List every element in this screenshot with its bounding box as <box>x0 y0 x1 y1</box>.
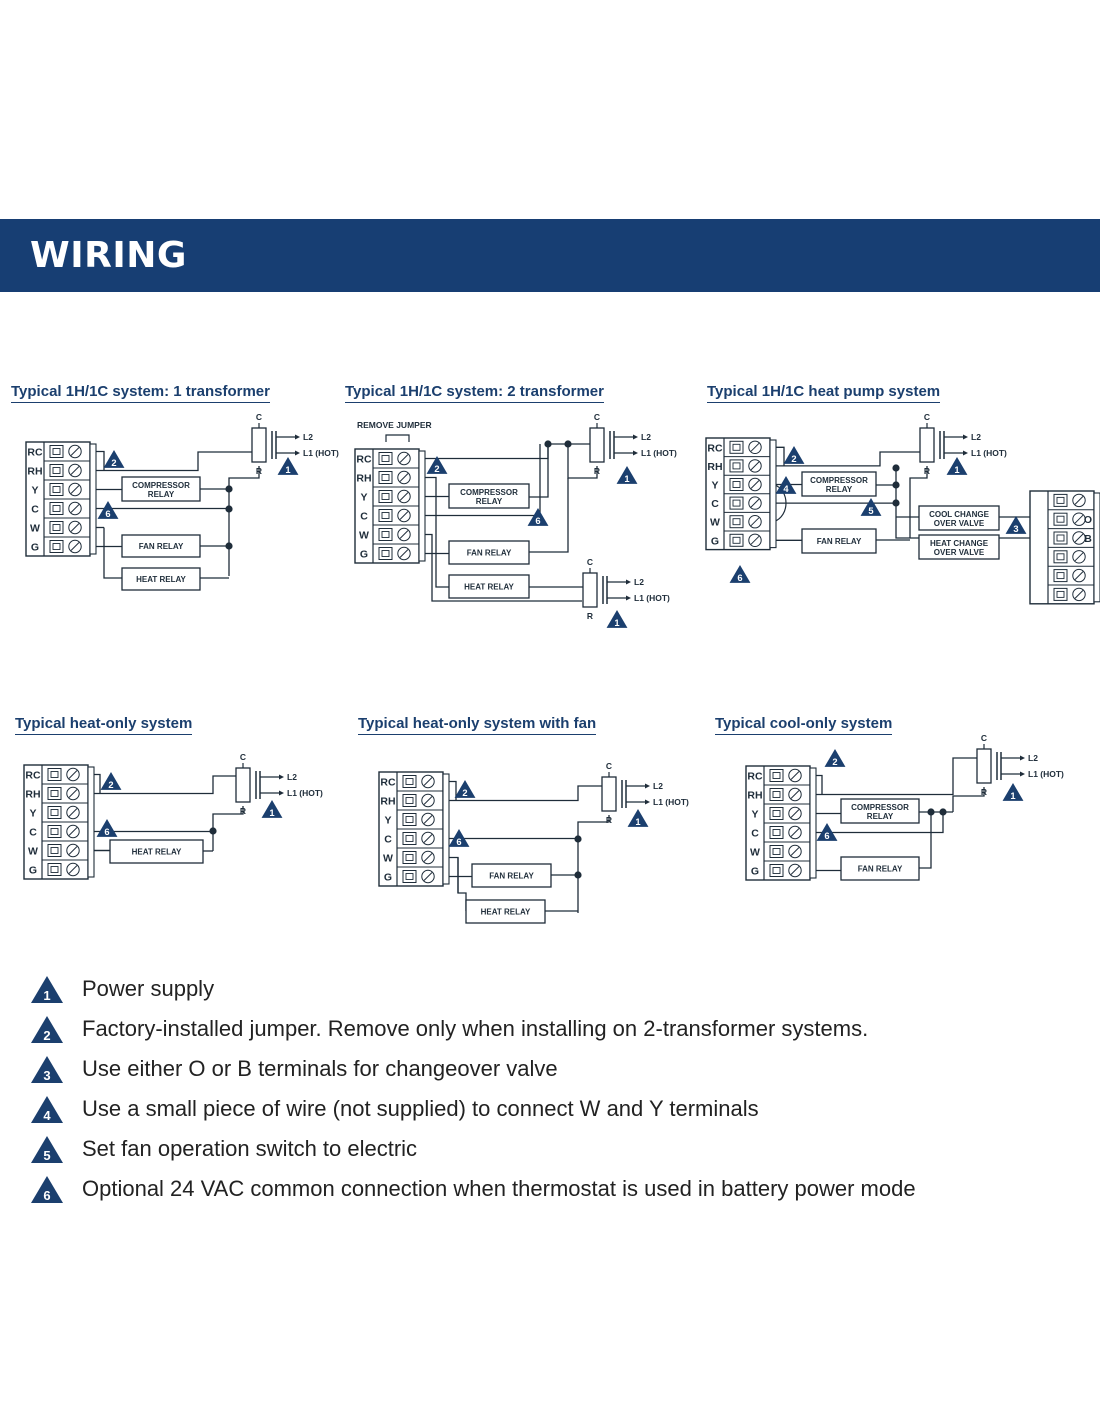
square-terminal-icon <box>770 846 783 858</box>
junction-dot <box>544 440 551 447</box>
cool-changeover-valve-label: OVER VALVE <box>933 519 985 528</box>
wire <box>529 444 548 497</box>
page-title: WIRING <box>30 235 187 276</box>
terminal-label-Y: Y <box>711 479 719 492</box>
transformer-d5 <box>602 772 650 811</box>
terminal-label-G: G <box>750 865 760 878</box>
terminal-label-C: C <box>384 833 392 846</box>
junction-dot <box>892 499 899 506</box>
compressor-relay-label: COMPRESSOR <box>810 476 868 485</box>
square-terminal-icon <box>1054 551 1067 563</box>
badge-number: 6 <box>456 836 462 847</box>
c-label: C <box>593 412 601 422</box>
r-label: R <box>586 611 594 621</box>
arrow-icon <box>1020 772 1025 777</box>
callout-badge-2 <box>784 446 805 464</box>
transformer-d6 <box>977 744 1025 783</box>
callout-badge-1 <box>278 457 299 475</box>
square-terminal-icon <box>379 510 392 522</box>
junction-dot <box>892 464 899 471</box>
l2-label: L2 <box>1028 753 1038 763</box>
callout-badge-2 <box>104 450 125 468</box>
terminal-backplate <box>443 774 449 884</box>
terminal-label-W: W <box>30 522 40 535</box>
terminal-label-RC: RC <box>25 769 41 782</box>
square-terminal-icon <box>730 516 743 528</box>
terminal-label-W: W <box>383 852 393 865</box>
wire <box>458 858 466 912</box>
jumper <box>816 776 822 795</box>
terminal-block-d2 <box>355 449 425 563</box>
c-label: C <box>980 733 988 743</box>
legend-badge-number: 6 <box>43 1188 51 1203</box>
terminal-backplate <box>90 444 96 554</box>
l1-hot-label: L1 (HOT) <box>303 448 339 458</box>
junction-dot <box>225 485 232 492</box>
l1-hot-label: L1 (HOT) <box>634 593 670 603</box>
callout-badge-1 <box>617 466 638 484</box>
legend-badge-number: 2 <box>43 1028 51 1043</box>
badge-number: 5 <box>868 505 874 516</box>
callout-badge-1 <box>1003 783 1024 801</box>
terminal-label-O: O <box>1083 514 1093 526</box>
arrow-icon <box>279 775 284 780</box>
transformer-core <box>583 573 597 607</box>
terminal-label-Y: Y <box>31 484 39 497</box>
arrow-icon <box>633 435 638 440</box>
transformer-d3 <box>920 423 968 462</box>
terminal-label-RC: RC <box>356 453 372 466</box>
square-terminal-icon <box>48 807 61 819</box>
square-terminal-icon <box>379 529 392 541</box>
terminal-label-RH: RH <box>25 788 41 801</box>
diagram-title-cool-only: Typical cool-only system <box>715 715 892 735</box>
fan-relay-label: FAN RELAY <box>857 864 903 874</box>
legend-badge-icon <box>30 1055 64 1085</box>
terminal-label-C: C <box>751 827 759 840</box>
badge-number: 1 <box>285 464 291 475</box>
jumper <box>94 775 100 794</box>
terminal-block-d3 <box>706 438 776 550</box>
square-terminal-icon <box>48 826 61 838</box>
junction-dot <box>225 542 232 549</box>
terminal-label-G: G <box>30 541 40 554</box>
legend-badge-icon <box>30 975 64 1005</box>
badge-number: 2 <box>434 463 440 474</box>
l2-label: L2 <box>303 432 313 442</box>
component-layer <box>24 412 1100 923</box>
square-terminal-icon <box>48 769 61 781</box>
legend-badge-number: 1 <box>43 988 51 1003</box>
legend-badge-icon <box>30 1095 64 1125</box>
arrow-icon <box>645 800 650 805</box>
badge-number: 1 <box>1010 790 1016 801</box>
badge-number: 6 <box>824 830 830 841</box>
callout-badge-2 <box>101 772 122 790</box>
square-terminal-icon <box>379 472 392 484</box>
fan-relay-label: FAN RELAY <box>816 537 862 546</box>
badge-number: 2 <box>791 453 797 464</box>
arrow-icon <box>295 451 300 456</box>
square-terminal-icon <box>403 833 416 845</box>
badge-number: 1 <box>614 617 620 628</box>
fan-relay-label: FAN RELAY <box>489 871 534 881</box>
heat-relay-label: HEAT RELAY <box>131 847 182 857</box>
legend-text-6: Optional 24 VAC common connection when thermostat is used in battery power mode <box>82 1176 916 1201</box>
square-terminal-icon <box>403 871 416 883</box>
badge-number: 6 <box>105 508 111 519</box>
terminal-block-d4 <box>24 765 94 879</box>
terminal-label-G: G <box>383 871 393 884</box>
l1-hot-label: L1 (HOT) <box>653 797 689 807</box>
badge-number: 2 <box>108 779 114 790</box>
c-label: C <box>605 761 613 771</box>
square-terminal-icon <box>403 852 416 864</box>
remove-jumper-label: REMOVE JUMPER <box>357 420 432 430</box>
terminal-label-W: W <box>28 845 38 858</box>
square-terminal-icon <box>770 827 783 839</box>
transformer-core <box>602 777 616 811</box>
square-terminal-icon <box>50 484 63 496</box>
terminal-label-W: W <box>750 846 760 859</box>
badge-number: 4 <box>783 483 789 494</box>
terminal-label-Y: Y <box>29 807 37 820</box>
diagram-title-heat-only-fan: Typical heat-only system with fan <box>358 715 596 735</box>
transformer-core <box>590 428 604 462</box>
callout-badge-1 <box>262 800 283 818</box>
square-terminal-icon <box>48 864 61 876</box>
fan-relay-label: FAN RELAY <box>138 542 184 551</box>
square-terminal-icon <box>730 534 743 546</box>
badge-number: 6 <box>737 572 743 583</box>
terminal-label-G: G <box>359 548 369 561</box>
r-label: R <box>923 466 931 476</box>
terminal-label-G: G <box>710 535 720 548</box>
terminal-label-RH: RH <box>380 795 396 808</box>
heat-changeover-valve-label: HEAT CHANGE <box>929 539 989 548</box>
junction-dot <box>927 808 934 815</box>
terminal-block-d6 <box>746 766 816 880</box>
legend-text-4: Use a small piece of wire (not supplied) to connect W and Y terminals <box>82 1096 759 1121</box>
junction-dot <box>892 481 899 488</box>
terminal-label-RH: RH <box>747 789 763 802</box>
terminal-block-d5 <box>379 772 449 886</box>
heat-changeover-valve-label: OVER VALVE <box>933 548 985 557</box>
callout-badge-1 <box>947 457 968 475</box>
badge-number: 6 <box>535 515 541 526</box>
l2-label: L2 <box>641 432 651 442</box>
terminal-label-RH: RH <box>27 465 43 478</box>
legend-text-5: Set fan operation switch to electric <box>82 1136 418 1161</box>
square-terminal-icon <box>48 845 61 857</box>
r-label: R <box>593 466 601 476</box>
terminal-label-W: W <box>359 529 369 542</box>
square-terminal-icon <box>770 865 783 877</box>
square-terminal-icon <box>50 541 63 553</box>
wire <box>213 806 243 851</box>
cool-changeover-valve-label: COOL CHANGE <box>929 510 989 519</box>
l1-hot-label: L1 (HOT) <box>971 448 1007 458</box>
square-terminal-icon <box>403 814 416 826</box>
terminal-label-B: B <box>1084 533 1092 545</box>
l1-hot-label: L1 (HOT) <box>641 448 677 458</box>
arrow-icon <box>645 784 650 789</box>
square-terminal-icon <box>379 491 392 503</box>
badge-number: 1 <box>269 807 275 818</box>
callout-badge-1 <box>607 610 628 628</box>
square-terminal-icon <box>1054 513 1067 525</box>
arrow-icon <box>295 435 300 440</box>
legend-text-3: Use either O or B terminals for changeover valve <box>82 1056 558 1081</box>
terminal-label-C: C <box>29 826 37 839</box>
r-label: R <box>980 787 988 797</box>
diagram-title-1h1c-2-transformer: Typical 1H/1C system: 2 transformer <box>345 383 604 403</box>
badge-number: 3 <box>1013 523 1019 534</box>
wire <box>953 787 984 812</box>
fan-relay-label: FAN RELAY <box>466 548 512 558</box>
callout-badge-6 <box>528 508 549 526</box>
square-terminal-icon <box>379 548 392 560</box>
legend-badge-icon <box>30 1175 64 1205</box>
diagram-title-heat-pump: Typical 1H/1C heat pump system <box>707 383 940 403</box>
badge-number: 2 <box>462 787 468 798</box>
r-label: R <box>239 806 247 816</box>
l1-hot-label: L1 (HOT) <box>287 788 323 798</box>
square-terminal-icon <box>1054 570 1067 582</box>
wire <box>104 528 122 579</box>
callout-badge-3 <box>1006 516 1027 534</box>
junction-dot <box>574 835 581 842</box>
wire <box>449 858 458 894</box>
l2-label: L2 <box>971 432 981 442</box>
legend-badge-icon <box>30 1135 64 1165</box>
badge-number: 2 <box>832 756 838 767</box>
transformer-core <box>977 749 991 783</box>
r-label: R <box>255 466 263 476</box>
compressor-relay-label: RELAY <box>825 485 853 494</box>
terminal-label-W: W <box>710 516 720 529</box>
terminal-label-C: C <box>31 503 39 516</box>
compressor-relay-label: COMPRESSOR <box>132 481 190 490</box>
jumper-removed-icon <box>386 435 409 442</box>
heat-relay-label: HEAT RELAY <box>464 582 514 592</box>
l2-label: L2 <box>653 781 663 791</box>
jumper <box>776 447 784 466</box>
square-terminal-icon <box>770 808 783 820</box>
l1-hot-label: L1 (HOT) <box>1028 769 1064 779</box>
square-terminal-icon <box>403 776 416 788</box>
terminal-backplate <box>1094 493 1100 602</box>
junction-dot <box>939 808 946 815</box>
legend-badge-number: 4 <box>43 1108 51 1123</box>
junction-dot <box>225 505 232 512</box>
legend-badge-number: 3 <box>43 1068 51 1083</box>
arrow-icon <box>279 791 284 796</box>
terminal-backplate <box>419 451 425 561</box>
terminal-label-Y: Y <box>360 491 368 504</box>
c-label: C <box>255 412 263 422</box>
wire-layer <box>94 444 1030 913</box>
square-terminal-icon <box>379 453 392 465</box>
callout-badge-2 <box>825 749 846 767</box>
jumper <box>96 452 104 471</box>
square-terminal-icon <box>50 503 63 515</box>
c-label: C <box>239 752 247 762</box>
callout-badge-2 <box>455 780 476 798</box>
terminal-block-d1 <box>26 442 96 556</box>
terminal-label-RC: RC <box>380 776 396 789</box>
terminal-backplate <box>810 768 816 878</box>
transformer-d4 <box>236 763 284 802</box>
compressor-relay-label: RELAY <box>147 490 175 499</box>
badge-number: 2 <box>111 457 117 468</box>
square-terminal-icon <box>1054 588 1067 600</box>
heat-relay-label: HEAT RELAY <box>480 907 531 917</box>
compressor-relay-label: COMPRESSOR <box>460 488 518 497</box>
transformer-top-d2 <box>590 423 638 462</box>
square-terminal-icon <box>730 441 743 453</box>
square-terminal-icon <box>730 460 743 472</box>
square-terminal-icon <box>730 497 743 509</box>
square-terminal-icon <box>1054 532 1067 544</box>
diagram-title-heat-only: Typical heat-only system <box>15 715 192 735</box>
terminal-label-Y: Y <box>384 814 392 827</box>
junction-dot <box>209 827 216 834</box>
diagram-title-1h1c-1-transformer: Typical 1H/1C system: 1 transformer <box>11 383 270 403</box>
transformer-d1 <box>252 423 300 462</box>
arrow-icon <box>626 596 631 601</box>
square-terminal-icon <box>50 522 63 534</box>
terminal-backplate <box>88 767 94 877</box>
transformer-core <box>920 428 934 462</box>
terminal-label-RH: RH <box>707 460 723 473</box>
r-label: R <box>605 815 613 825</box>
ob-terminal-block <box>1030 491 1100 604</box>
callout-badge-5 <box>861 498 882 516</box>
arrow-icon <box>963 451 968 456</box>
wire <box>229 466 259 576</box>
terminal-label-RC: RC <box>27 446 43 459</box>
arrow-icon <box>633 451 638 456</box>
badge-number: 1 <box>954 464 960 475</box>
square-terminal-icon <box>770 770 783 782</box>
callout-badge-6 <box>97 819 118 837</box>
junction-dot <box>564 440 571 447</box>
legend-badge-icon <box>30 1015 64 1045</box>
compressor-relay-label: COMPRESSOR <box>851 803 909 812</box>
l2-label: L2 <box>287 772 297 782</box>
heat-relay-label: HEAT RELAY <box>136 575 186 584</box>
l2-label: L2 <box>634 577 644 587</box>
square-terminal-icon <box>403 795 416 807</box>
wire <box>919 812 931 868</box>
terminal-label-G: G <box>28 864 38 877</box>
legend-text-1: Power supply <box>82 976 215 1001</box>
transformer-core <box>236 768 250 802</box>
compressor-relay-label: RELAY <box>475 497 503 506</box>
terminal-label-RH: RH <box>356 472 372 485</box>
square-terminal-icon <box>1054 494 1067 506</box>
square-terminal-icon <box>50 465 63 477</box>
terminal-label-RC: RC <box>747 770 763 783</box>
legend-badge-number: 5 <box>43 1148 51 1163</box>
badge-number: 1 <box>635 816 641 827</box>
square-terminal-icon <box>48 788 61 800</box>
arrow-icon <box>963 435 968 440</box>
c-label: C <box>586 557 594 567</box>
transformer-core <box>252 428 266 462</box>
terminal-label-Y: Y <box>751 808 759 821</box>
arrow-icon <box>1020 756 1025 761</box>
callout-badge-6 <box>98 501 119 519</box>
arrow-icon <box>626 580 631 585</box>
transformer-bottom-d2 <box>583 568 631 607</box>
terminal-label-C: C <box>711 498 719 511</box>
compressor-relay-label: RELAY <box>866 812 894 821</box>
badge-number: 6 <box>104 826 110 837</box>
legend-text-2: Factory-installed jumper. Remove only when installing on 2-transformer systems. <box>82 1016 869 1041</box>
square-terminal-icon <box>50 446 63 458</box>
wire <box>578 815 609 913</box>
terminal-backplate <box>770 440 776 548</box>
callout-badge-1 <box>628 809 649 827</box>
square-terminal-icon <box>770 789 783 801</box>
terminal-label-C: C <box>360 510 368 523</box>
square-terminal-icon <box>730 479 743 491</box>
terminal-label-RC: RC <box>707 442 723 455</box>
badge-number: 1 <box>624 473 630 484</box>
c-label: C <box>923 412 931 422</box>
junction-dot <box>574 871 581 878</box>
callout-badge-6 <box>730 565 751 583</box>
